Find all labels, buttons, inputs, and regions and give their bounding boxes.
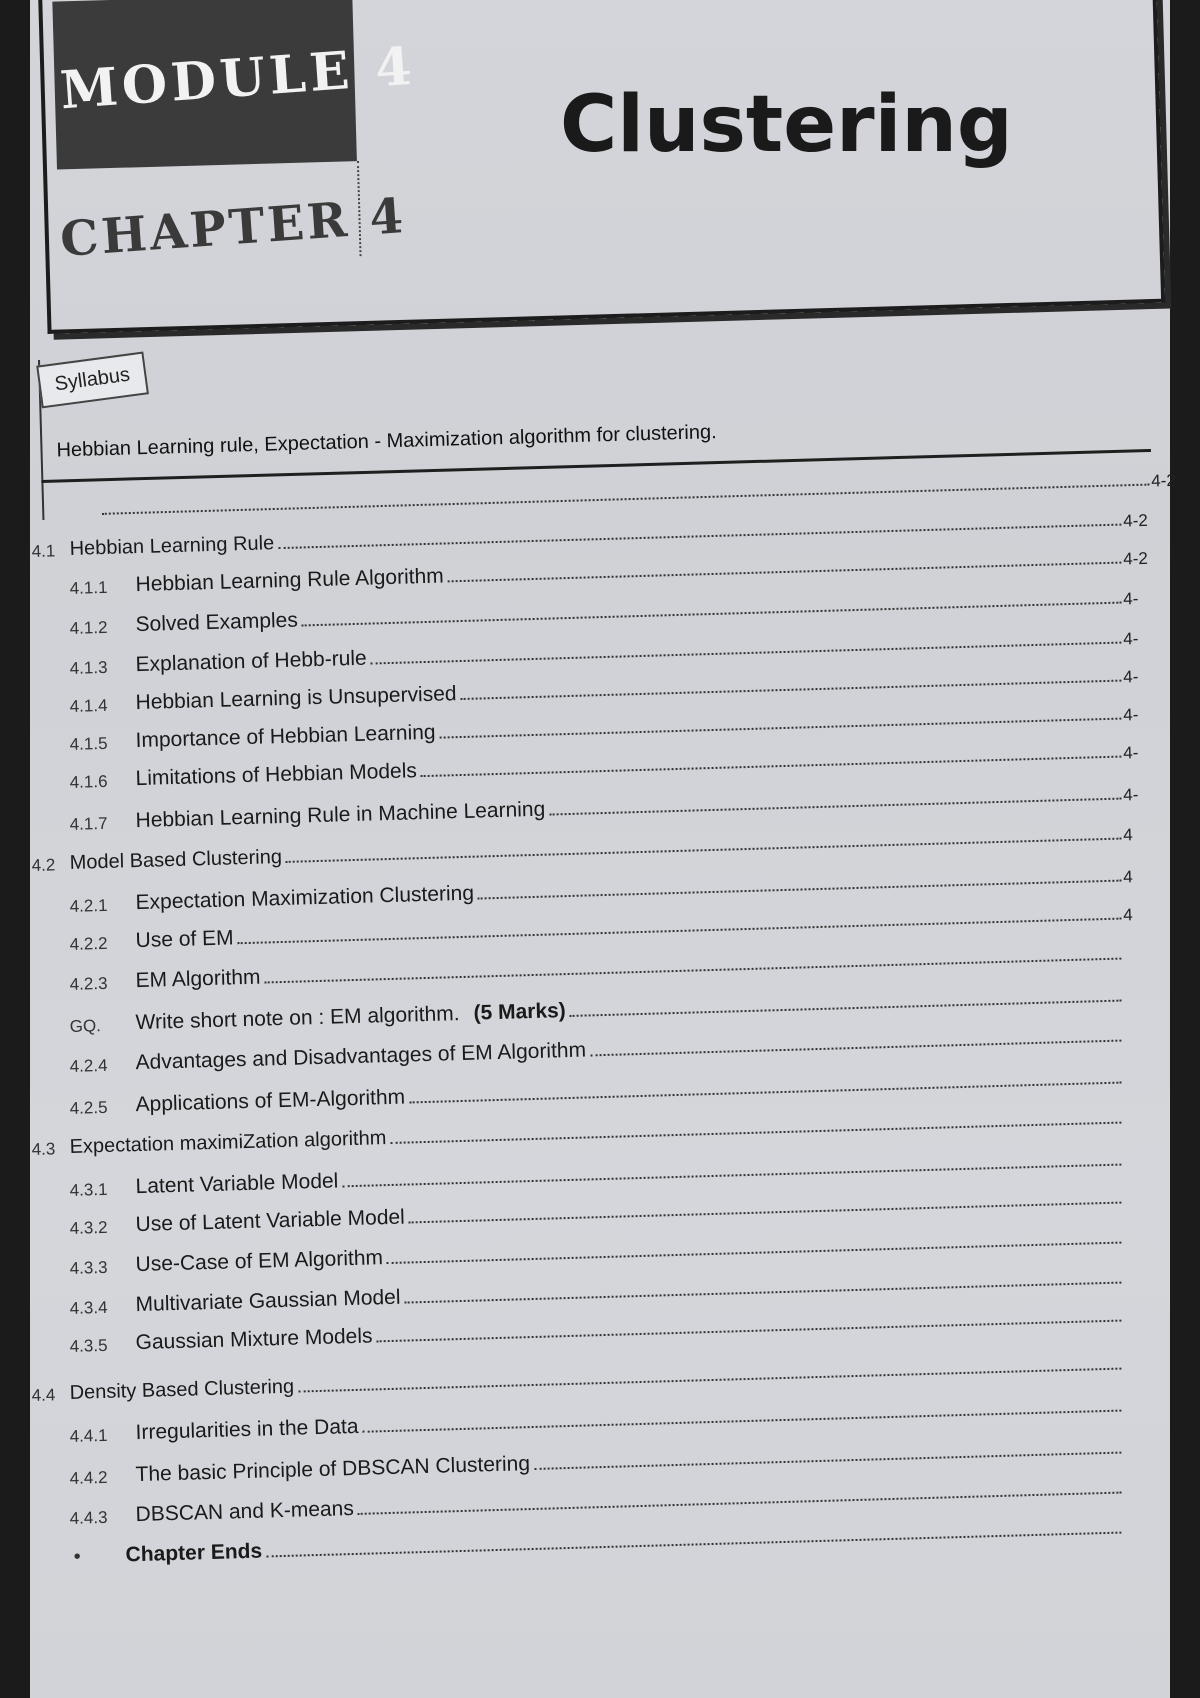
- toc-page: 4: [1123, 825, 1134, 845]
- toc-title: EM Algorithm: [135, 965, 261, 993]
- toc-number: 4.4.2: [69, 1467, 108, 1488]
- toc-page: [1124, 1375, 1152, 1376]
- toc-number: 4.3.3: [69, 1257, 108, 1278]
- toc-page: [1124, 1129, 1152, 1130]
- toc-number: 4.4: [31, 1385, 56, 1406]
- toc-page: 4-2: [1123, 510, 1149, 531]
- toc-title: Hebbian Learning Rule: [69, 532, 275, 560]
- toc-page: [1124, 1047, 1152, 1048]
- toc-page: [1124, 1171, 1152, 1172]
- toc-title: The basic Principle of DBSCAN Clustering: [135, 1452, 531, 1487]
- toc-title: Density Based Clustering: [69, 1375, 295, 1404]
- chapter-label: CHAPTER 4: [58, 187, 408, 269]
- toc-number: 4.1.4: [69, 695, 108, 716]
- toc-title: Solved Examples: [135, 608, 299, 637]
- toc-marks: (5 Marks): [473, 999, 567, 1025]
- toc-leader-dots: [549, 797, 1121, 816]
- toc-title: Model Based Clustering: [69, 846, 283, 874]
- toc-title: Chapter Ends: [125, 1539, 263, 1567]
- toc-number: 4.1.6: [69, 771, 108, 792]
- toc-title: Applications of EM-Algorithm: [135, 1085, 406, 1117]
- toc-number: 4.2.1: [69, 895, 108, 916]
- toc-page: 4-: [1123, 629, 1139, 649]
- toc-leader-dots: [461, 679, 1122, 700]
- toc-page: [1124, 1007, 1152, 1008]
- toc-page: [1124, 1459, 1152, 1460]
- toc-title: Gaussian Mixture Models: [135, 1324, 373, 1355]
- toc-page: [1124, 1539, 1152, 1540]
- toc-title: Explanation of Hebb-rule: [135, 646, 367, 677]
- toc-title: Write short note on : EM algorithm.: [135, 1002, 460, 1035]
- toc-number: 4.2.5: [69, 1097, 108, 1118]
- toc-title: Importance of Hebbian Learning: [135, 720, 436, 753]
- toc-title: Use of Latent Variable Model: [135, 1205, 406, 1237]
- toc-leader-dots: [421, 755, 1121, 778]
- toc-page: [1124, 1327, 1152, 1328]
- bullet-icon: •: [73, 1545, 81, 1568]
- toc-title: DBSCAN and K-means: [135, 1497, 355, 1527]
- toc-leader-dots: [358, 1491, 1122, 1515]
- toc-leader-dots: [286, 837, 1121, 863]
- toc-page: [1124, 1499, 1152, 1500]
- toc-title: Hebbian Learning is Unsupervised: [135, 682, 457, 715]
- toc-number: 4.2: [31, 855, 56, 876]
- toc-page: 4-: [1123, 589, 1139, 609]
- toc-leader-dots: [363, 1409, 1122, 1433]
- toc-leader-dots: [265, 957, 1122, 984]
- toc-number: 4.1.5: [69, 733, 108, 754]
- toc-page: [1124, 1289, 1152, 1290]
- toc-number: 4.2.2: [69, 933, 108, 954]
- toc-number: 4.4.1: [69, 1425, 108, 1446]
- toc-number: 4.3.4: [69, 1297, 108, 1318]
- toc-title: Hebbian Learning Rule Algorithm: [135, 564, 445, 597]
- chapter-title: Clustering: [560, 80, 1013, 170]
- toc-number: 4.1.3: [69, 657, 108, 678]
- toc-leader-dots: [298, 1367, 1121, 1393]
- toc-page: [1124, 1209, 1152, 1210]
- toc-page: 4-2: [1123, 548, 1149, 569]
- toc-leader-dots: [390, 1121, 1121, 1144]
- toc-leader-dots: [590, 1039, 1121, 1057]
- toc-leader-dots: [266, 1531, 1121, 1558]
- toc-title: Advantages and Disadvantages of EM Algorithm: [135, 1038, 587, 1075]
- toc-number: 4.1.7: [69, 813, 108, 834]
- toc-number: 4.3.5: [69, 1335, 108, 1356]
- toc-page: [1124, 1089, 1152, 1090]
- toc-title: Hebbian Learning Rule in Machine Learning: [135, 797, 546, 833]
- toc-number: 4.2.4: [69, 1055, 108, 1076]
- toc-leader-dots: [478, 879, 1121, 900]
- toc-leader-dots: [534, 1451, 1121, 1470]
- toc-title: Use of EM: [135, 926, 234, 953]
- book-page: [30, 0, 1177, 1698]
- toc-page: 4-: [1123, 705, 1139, 725]
- toc-title: Latent Variable Model: [135, 1169, 339, 1199]
- toc-title: Irregularities in the Data: [135, 1414, 359, 1445]
- toc-leader-dots: [440, 717, 1122, 739]
- toc-page: 4-: [1123, 785, 1139, 805]
- syllabus-text: Hebbian Learning rule, Expectation - Maximization algorithm for clustering.: [56, 421, 717, 462]
- toc-title: Limitations of Hebbian Models: [135, 759, 418, 791]
- toc-page: [1124, 1417, 1152, 1418]
- module-label: MODULE 4: [58, 35, 418, 122]
- toc-leader-dots: [570, 999, 1122, 1017]
- toc-number: 4.1.2: [69, 617, 108, 638]
- toc-number: 4.3: [31, 1139, 56, 1160]
- toc-page: 4: [1123, 867, 1134, 887]
- toc-number: 4.3.1: [69, 1179, 108, 1200]
- toc-number: 4.2.3: [69, 973, 108, 994]
- toc-page: 4: [1123, 905, 1134, 925]
- toc-number: 4.3.2: [69, 1217, 108, 1238]
- toc-leader-dots: [409, 1201, 1122, 1224]
- toc-leader-dots: [409, 1081, 1121, 1104]
- toc-page: 4-2: [1151, 470, 1177, 491]
- toc-leader-dots: [387, 1241, 1121, 1265]
- toc-title: Expectation maximiZation algorithm: [69, 1127, 387, 1158]
- syllabus-tag: Syllabus: [36, 352, 148, 409]
- toc-leader-dots: [448, 561, 1122, 583]
- toc-page: 4-: [1123, 743, 1139, 763]
- toc-number: 4.4.3: [69, 1507, 108, 1528]
- toc-leader-dots: [377, 1319, 1122, 1343]
- toc-page: [1124, 1249, 1152, 1250]
- toc-page: [1124, 965, 1152, 966]
- toc-page: 4-: [1123, 667, 1139, 687]
- toc-number: 4.1.1: [69, 577, 108, 598]
- toc-number: GQ.: [69, 1016, 102, 1036]
- toc-title: Use-Case of EM Algorithm: [135, 1246, 384, 1277]
- toc-title: Expectation Maximization Clustering: [135, 881, 475, 915]
- toc-title: Multivariate Gaussian Model: [135, 1285, 401, 1317]
- toc-number: 4.1: [31, 541, 56, 562]
